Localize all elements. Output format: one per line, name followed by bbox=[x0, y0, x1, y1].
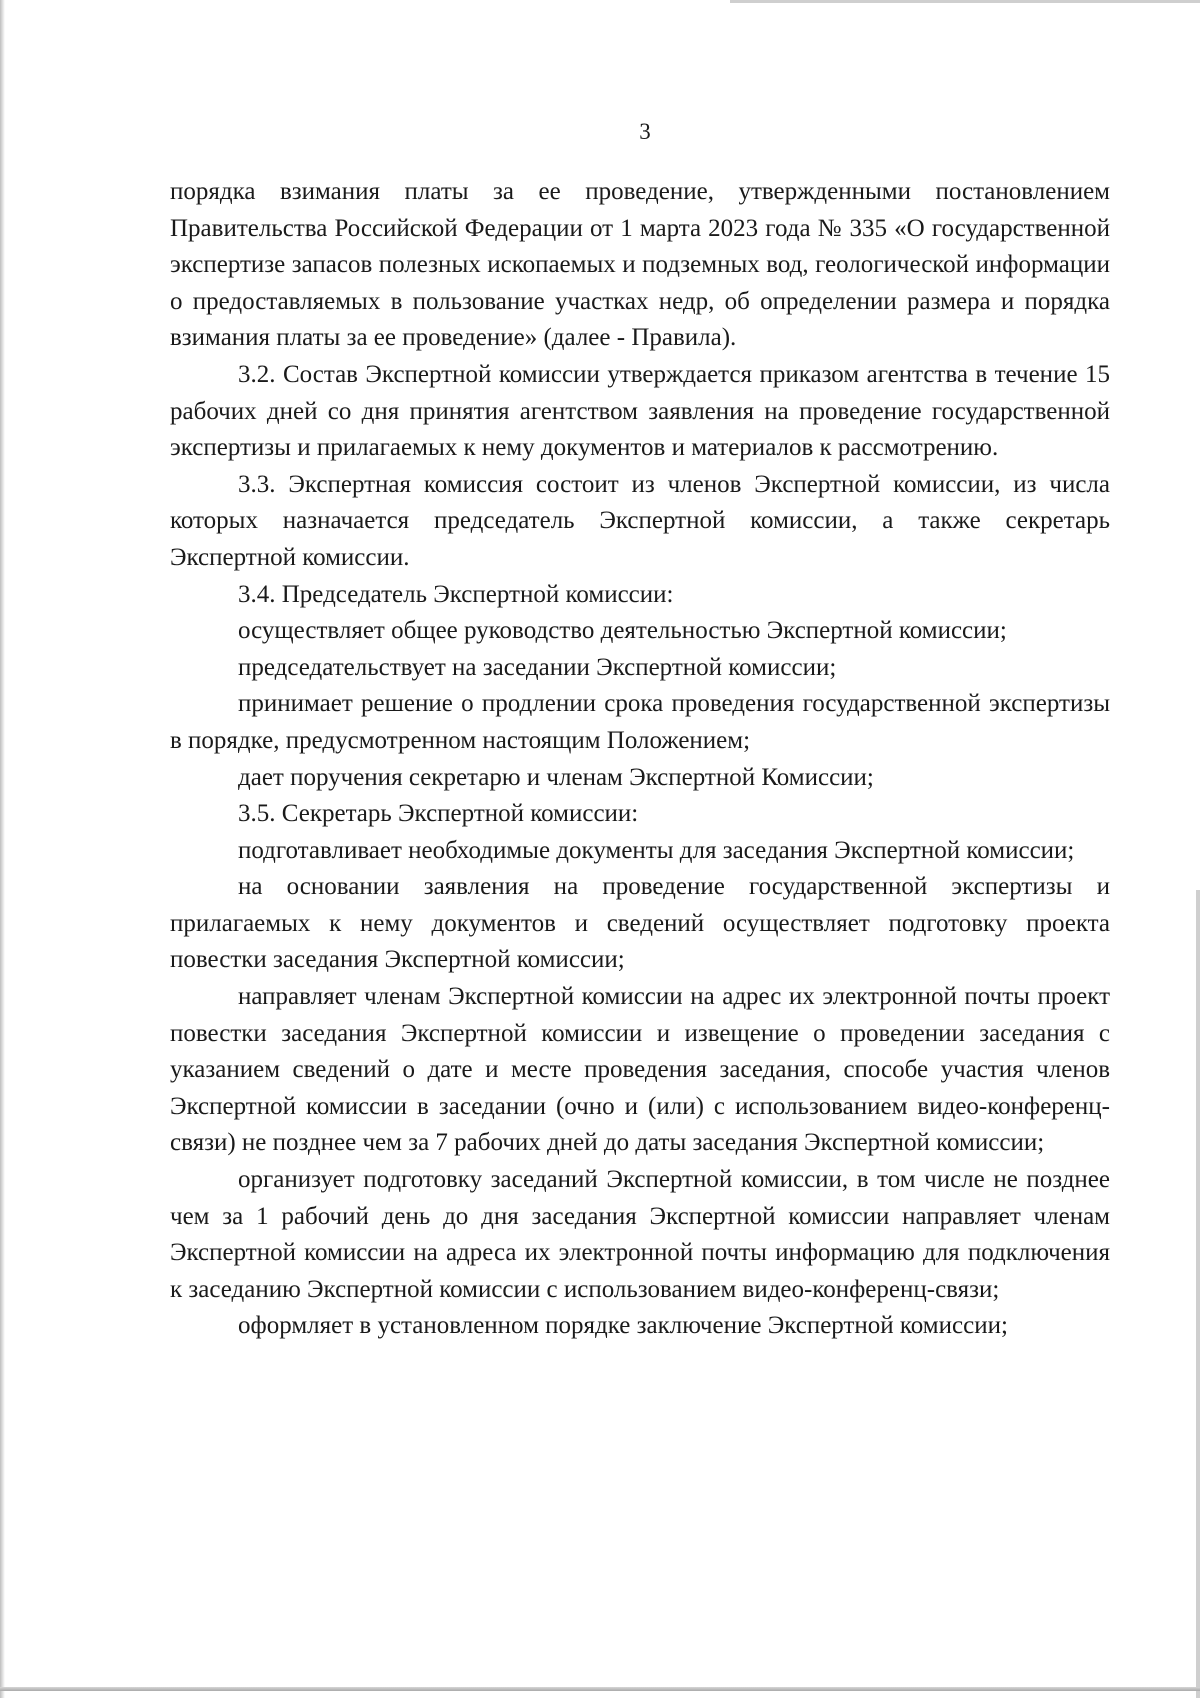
list-item-secretary-duty: на основании заявления на проведение государственной экспертизы и прилагаемых к нему документов и сведений осуществляет подготовку проекта повестки заседания Экспертной комиссии; bbox=[170, 873, 1110, 974]
paragraph-3-2: 3.2. Состав Экспертной комиссии утверждается приказом агентства в течение 15 рабочих дней со дня принятия агентством заявления на проведение государственной экспертизы и прилагаемых к нему документов и материалов к рассмотрению. bbox=[170, 360, 1110, 462]
list-item-chairman-duty: председательствует на заседании Экспертной комиссии; bbox=[238, 653, 837, 681]
list-item-chairman-duty: осуществляет общее руководство деятельностью Экспертной комиссии; bbox=[238, 617, 1007, 645]
paragraph-3-4-heading: 3.4. Председатель Экспертной комиссии: bbox=[238, 580, 674, 608]
paragraph-3-5-heading: 3.5. Секретарь Экспертной комиссии: bbox=[238, 800, 639, 828]
list-item-chairman-duty: дает поручения секретарю и членам Экспертной Комиссии; bbox=[238, 763, 874, 791]
scan-edge-bottom bbox=[0, 1687, 1200, 1691]
list-item-secretary-duty: организует подготовку заседаний Экспертной комиссии, в том числе не позднее чем за 1 рабочий день до дня заседания Экспертной комиссии направляет членам Экспертной комиссии на адреса их электронной почты информацию для подключения к заседанию Экспертной комиссии с использованием видео-конференц-связи; bbox=[170, 1166, 1110, 1303]
scan-edge-left bbox=[0, 0, 5, 1698]
list-item-secretary-duty: подготавливает необходимые документы для заседания Экспертной комиссии; bbox=[238, 836, 1075, 864]
scan-edge-top bbox=[730, 0, 1200, 3]
document-body bbox=[170, 174, 1110, 1345]
list-item-secretary-duty: направляет членам Экспертной комиссии на адрес их электронной почты проект повестки заседания Экспертной комиссии и извещение о проведении заседания с указанием сведений о дате и месте проведения заседания, способе участия членов Экспертной комиссии в заседании (очно и (или) с использованием видео-конференц-связи) не позднее чем за 7 рабочих дней до даты заседания Экспертной комиссии; bbox=[170, 983, 1110, 1157]
page-number: 3 bbox=[639, 119, 651, 144]
list-item-chairman-duty: принимает решение о продлении срока проведения государственной экспертизы в порядке, предусмотренном настоящим Положением; bbox=[170, 690, 1110, 754]
scan-edge-right bbox=[1196, 890, 1200, 1698]
paragraph-3-3: 3.3. Экспертная комиссия состоит из членов Экспертной комиссии, из числа которых назначается председатель Экспертной комиссии, а также секретарь Экспертной комиссии. bbox=[170, 470, 1110, 571]
list-item-secretary-duty: оформляет в установленном порядке заключение Экспертной комиссии; bbox=[238, 1312, 1008, 1340]
paragraph-continuation: порядка взимания платы за ее проведение, утвержденными постановлением Правительства Российской Федерации от 1 марта 2023 года № 335 «О государственной экспертизе запасов полезных ископаемых и подземных вод, геологической информации о предоставляемых в пользование участках недр, об определении размера и порядка взимания платы за ее проведение» (далее - Правила). bbox=[170, 178, 1110, 352]
